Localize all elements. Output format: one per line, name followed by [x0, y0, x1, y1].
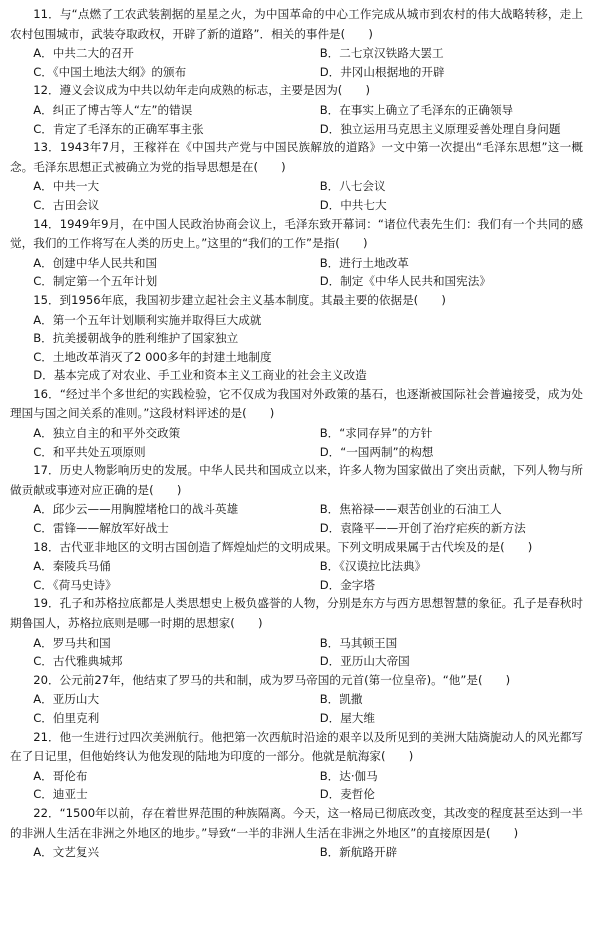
option-b: B．新航路开辟: [319, 845, 398, 860]
question-stem: 14．1949年9月，在中国人民政治协商会议上，毛泽东致开幕词：“诸位代表先生们：我们有一个共同的感觉，我们的工作将写在人类的历史上。”这里的“我们的工作”是指( ): [10, 216, 583, 251]
option-d: D．井冈山根据地的开辟: [319, 64, 445, 79]
option-a: A．秦陵兵马俑: [33, 559, 111, 574]
option-a: A．文艺复兴: [33, 845, 100, 860]
option-d: D．麦哲伦: [319, 787, 375, 802]
question-19: [10, 594, 583, 670]
option-a: A．中共一大: [33, 179, 100, 194]
option-a: A．纠正了博古等人“左”的错误: [33, 102, 193, 117]
question-stem: 18．古代亚非地区的文明古国创造了辉煌灿烂的文明成果。下列文明成果属于古代埃及的是( ): [33, 539, 533, 554]
option-b: B．《汉谟拉比法典》: [319, 559, 427, 574]
question-list: [10, 5, 583, 862]
question-stem: 16．“经过半个多世纪的实践检验，它不仅成为我国对外政策的基石，也逐渐被国际社会普遍接受，成为处理国与国之间关系的准则。”这段材料评述的是( ): [10, 386, 583, 421]
question-stem: 15．到1956年底，我国初步建立起社会主义基本制度。其最主要的依据是( ): [33, 292, 446, 307]
question-12: [10, 81, 583, 138]
option-c: C．古代雅典城邦: [33, 654, 123, 669]
question-stem: 11．与“点燃了工农武装割据的星星之火，为中国革命的中心工作完成从城市到农村的伟大战略转移，走上农村包围城市，武装夺取政权，开辟了新的道路”．相关的事件是( ): [10, 7, 583, 41]
question-14: [10, 215, 583, 291]
option-b: B．进行土地改革: [319, 255, 409, 270]
question-stem: 21．他一生进行过四次美洲航行。他把第一次西航时沿途的艰辛以及所见到的美洲大陆旖旎动人的风光都写在了日记里，但他始终认为他发现的陆地为印度的一部分。他就是航海家( ): [10, 729, 583, 764]
option-d: D．袁隆平——开创了治疗疟疾的新方法: [319, 521, 526, 536]
option-list: [10, 177, 583, 214]
option-c: C．土地改革消灭了2 000多年的封建土地制度: [33, 349, 272, 364]
option-a: A．亚历山大: [33, 692, 100, 707]
option-list: [10, 500, 583, 537]
option-c: C．《中国土地法大纲》的颁布: [33, 64, 187, 79]
option-list: [10, 101, 583, 138]
question-13: [10, 138, 583, 214]
question-20: [10, 671, 583, 728]
question-stem: 13．1943年7月，王稼祥在《中国共产党与中国民族解放的道路》一文中第一次提出“毛泽东思想”这一概念。毛泽东思想正式被确立为党的指导思想是在( ): [10, 140, 583, 174]
option-list: [10, 424, 583, 461]
option-a: A．哥伦布: [33, 768, 88, 783]
option-list: [10, 311, 583, 385]
option-d: D．屋大维: [319, 710, 375, 725]
option-b: B．达·伽马: [319, 768, 378, 783]
option-d: D．制定《中华人民共和国宪法》: [319, 274, 491, 289]
option-c: C．《荷马史诗》: [33, 577, 117, 592]
option-c: C．迪亚士: [33, 787, 88, 802]
option-b: B．二七京汉铁路大罢工: [319, 46, 444, 61]
option-a: A．创建中华人民共和国: [33, 255, 158, 270]
option-d: D．基本完成了对农业、手工业和资本主义工商业的社会主义改造: [33, 368, 367, 383]
option-b: B．“求同存异”的方针: [319, 426, 433, 441]
option-b: B．凯撒: [319, 692, 363, 707]
option-c: C．和平共处五项原则: [33, 444, 146, 459]
option-list: [10, 634, 583, 671]
question-21: [10, 728, 583, 804]
question-18: [10, 538, 583, 595]
option-list: [10, 767, 583, 804]
question-16: [10, 385, 583, 461]
option-a: A．邱少云——用胸膛堵枪口的战斗英雄: [33, 502, 239, 517]
question-17: [10, 461, 583, 537]
option-list: [10, 843, 583, 862]
option-a: A．罗马共和国: [33, 635, 111, 650]
option-a: A．中共二大的召开: [33, 46, 134, 61]
question-stem: 22．“1500年以前，存在着世界范围的种族隔离。今天，这一格局已彻底改变，其改变的程度甚至达到一半的非洲人生活在非洲之外地区的地步。”导致“一半的非洲人生活在非洲之外地区”的直接原因是( ): [10, 805, 583, 840]
option-list: [10, 690, 583, 727]
option-d: D．独立运用马克思主义原理妥善处理自身问题: [319, 121, 561, 136]
option-b: B．马其顿王国: [319, 635, 398, 650]
option-d: D．中共七大: [319, 197, 387, 212]
option-d: D．亚历山大帝国: [319, 654, 410, 669]
option-list: [10, 254, 583, 291]
option-c: C．雷锋——解放军好战士: [33, 521, 169, 536]
question-11: [10, 5, 583, 81]
question-stem: 20．公元前27年，他结束了罗马的共和制，成为罗马帝国的元首(第一位皇帝)。“他”是( ): [33, 672, 511, 687]
option-c: C．制定第一个五年计划: [33, 274, 158, 289]
option-c: C．古田会议: [33, 197, 100, 212]
option-d: D．“一国两制”的构想: [319, 444, 434, 459]
option-d: D．金字塔: [319, 577, 375, 592]
option-list: [10, 557, 583, 594]
option-c: C．肯定了毛泽东的正确军事主张: [33, 121, 204, 136]
question-stem: 19．孔子和苏格拉底都是人类思想史上极负盛誉的人物，分别是东方与西方思想智慧的象征。孔子是春秋时期鲁国人，苏格拉底则是哪一时期的思想家( ): [10, 596, 583, 630]
option-c: C．伯里克利: [33, 710, 100, 725]
option-b: B．抗美援朝战争的胜利维护了国家独立: [33, 331, 239, 346]
option-a: A．独立自主的和平外交政策: [33, 426, 181, 441]
option-b: B．在事实上确立了毛泽东的正确领导: [319, 102, 514, 117]
question-22: [10, 804, 583, 862]
option-list: [10, 44, 583, 81]
question-stem: 17．历史人物影响历史的发展。中华人民共和国成立以来，许多人物为国家做出了突出贡献，下列人物与所做贡献或事迹对应正确的是( ): [10, 463, 583, 497]
question-stem: 12．遵义会议成为中共以幼年走向成熟的标志，主要是因为( ): [33, 83, 371, 98]
option-a: A．第一个五年计划顺利实施并取得巨大成就: [33, 312, 262, 327]
option-b: B．八七会议: [319, 179, 386, 194]
question-15: [10, 291, 583, 385]
option-b: B．焦裕禄——艰苦创业的石油工人: [319, 502, 502, 517]
